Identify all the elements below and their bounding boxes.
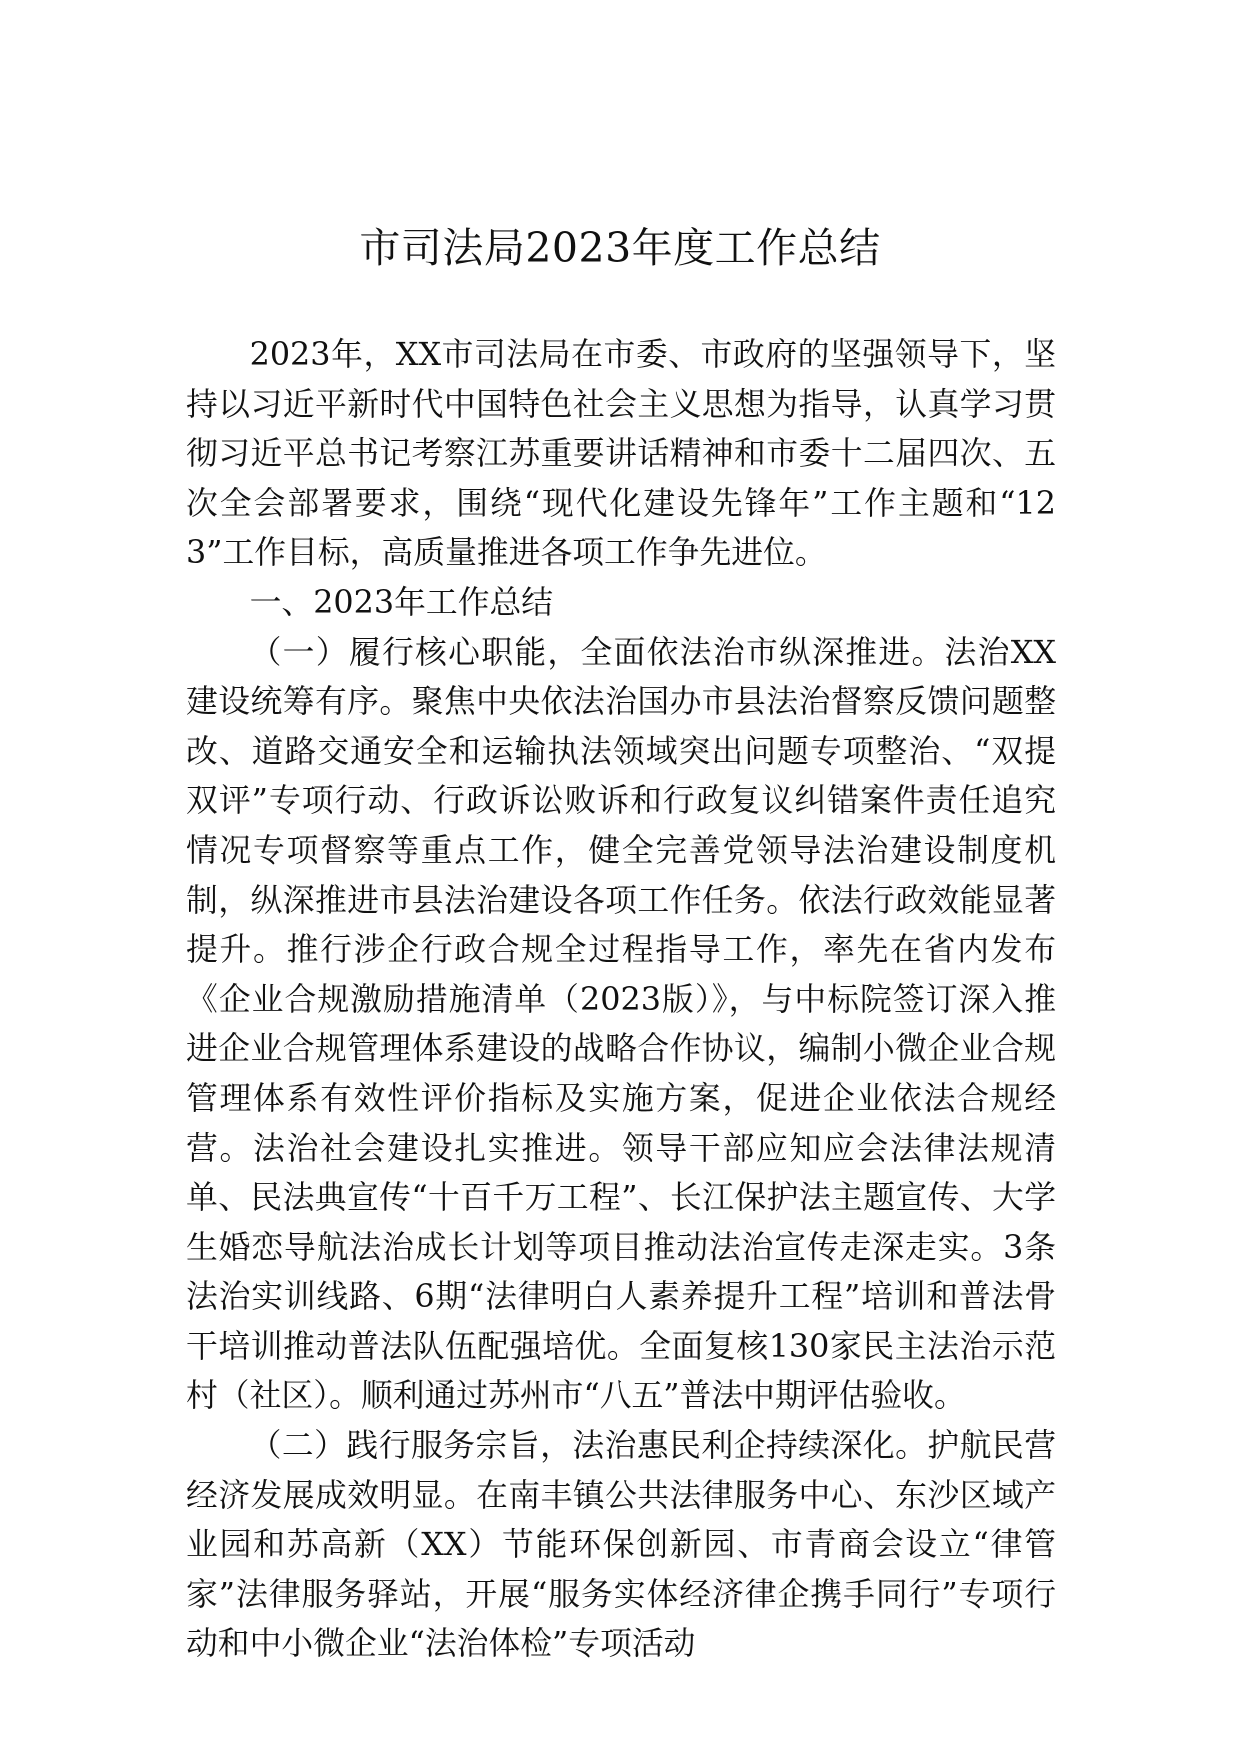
- document-title: 市司法局2023年度工作总结: [359, 224, 881, 272]
- intro-paragraph: 2023年，XX市司法局在市委、市政府的坚强领导下，坚持以习近平新时代中国特色社会主义思想为指导，认真学习贯彻习近平总书记考察江苏重要讲话精神和市委十二届四次、五次全会部署要求，围绕“现代化建设先锋年”工作主题和“123”工作目标，高质量推进各项工作争先进位。: [186, 336, 1056, 572]
- section-1-paragraph: （一）履行核心职能，全面依法治市纵深推进。法治XX建设统筹有序。聚焦中央依法治国办市县法治督察反馈问题整改、道路交通安全和运输执法领域突出问题专项整治、“双提双评”专项行动、行政诉讼败诉和行政复议纠错案件责任追究情况专项督察等重点工作，健全完善党领导法治建设制度机制，纵深推进市县法治建设各项工作任务。依法行政效能显著提升。推行涉企行政合规全过程指导工作，率先在省内发布《企业合规激励措施清单（2023版）》，与中标院签订深入推进企业合规管理体系建设的战略合作协议，编制小微企业合规管理体系有效性评价指标及实施方案，促进企业依法合规经营。法治社会建设扎实推进。领导干部应知应会法律法规清单、民法典宣传“十百千万工程”、长江保护法主题宣传、大学生婚恋导航法治成长计划等项目推动法治宣传走深走实。3条法治实训线路、6期“法律明白人素养提升工程”培训和普法骨干培训推动普法队伍配强培优。全面复核130家民主法治示范村（社区）。顺利通过苏州市“八五”普法中期评估验收。: [186, 633, 1056, 1415]
- section-heading: 一、2023年工作总结: [249, 583, 554, 621]
- section-2-paragraph: （二）践行服务宗旨，法治惠民利企持续深化。护航民营经济发展成效明显。在南丰镇公共法律服务中心、东沙区域产业园和苏高新（XX）节能环保创新园、市青商会设立“律管家”法律服务驿站，开展“服务实体经济律企携手同行”专项行动和中小微企业“法治体检”专项活动: [186, 1427, 1056, 1663]
- document-body: [186, 330, 1056, 1669]
